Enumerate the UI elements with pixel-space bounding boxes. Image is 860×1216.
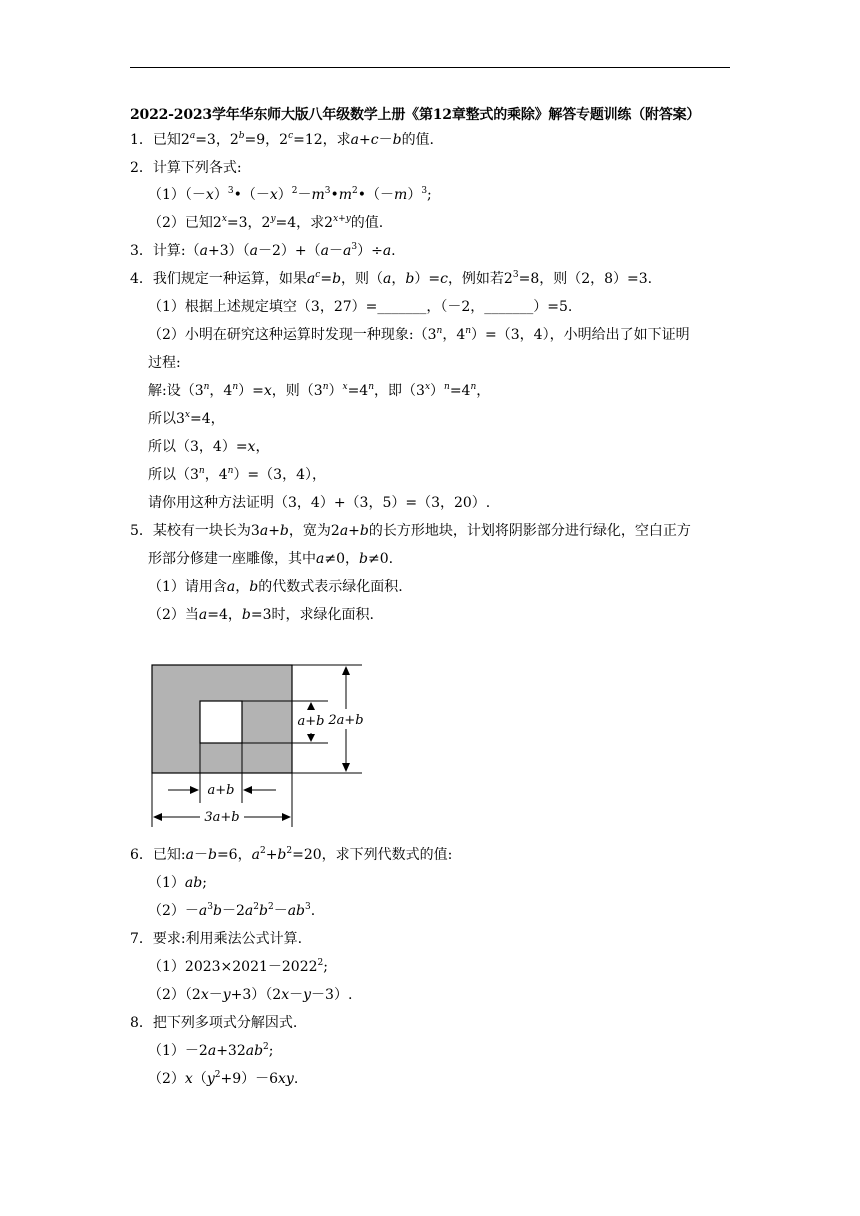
problem-2: 2．计算下列各式:	[130, 160, 242, 176]
problem-4-solution-1: 解:设（3$^n$，$4^n)=x$，则$(3^n)^x=4^n$，即$(3^x)^n=4^n$，	[148, 382, 491, 399]
problem-4: 4．我们规定一种运算，如果$a^c=b$，则（a，b）=c，例如若$2^3=8$，则（2，8）=3.	[130, 270, 653, 287]
page-title: 2022-2023学年华东师大版八年级数学上册《第12章整式的乘除》解答专题训练（附答案）	[130, 107, 701, 123]
arrow-head-right	[282, 813, 291, 821]
problem-4-solution-3: 所以（3，4）=x，	[148, 439, 270, 455]
problem-7: 7．要求:利用乘法公式计算.	[130, 931, 303, 947]
problem-2-part-2: （2）已知$2^x=3$，$2^y=4$，求$2^{x+y}$的值.	[148, 214, 384, 231]
arrow-head-left	[153, 813, 162, 821]
problem-6-part-2: $(2)-a^3b-2a^2b^2-ab^3$.	[148, 902, 316, 919]
problem-4-solution-4: 所以（3$^n$，$4^n)=(3$，4），	[148, 466, 326, 483]
problem-5-cont: 形部分修建一座雕像，其中a≠0，b≠0.	[148, 551, 394, 567]
problem-4-prompt: 请你用这种方法证明（3，4）+（3，5）=（3，20）.	[148, 495, 491, 511]
problem-7-part-1: $(1)2023\times 2021-2022^2$;	[148, 958, 328, 975]
arrow-head-up	[307, 702, 315, 710]
header-rule	[130, 67, 730, 68]
arrow-head-up	[342, 666, 350, 675]
arrow-head-down	[307, 734, 315, 742]
label-height: 2a+b	[328, 713, 364, 728]
problem-4-part-2: （2）小明在研究这种运算时发现一种现象:（3$^n$，$4^n)=(3$，4），小明给出了如下证明	[148, 326, 690, 343]
arrow-head-down	[342, 763, 350, 772]
label-width: 3a+b	[204, 810, 240, 825]
problem-8: 8．把下列多项式分解因式.	[130, 1015, 298, 1031]
problem-1: 1．已知$2^a=3$，$2^b=9$，$2^c=12$，求a+c－b的值.	[130, 131, 435, 148]
problem-5-part-2: （2）当a=4，b=3时，求绿化面积.	[148, 607, 374, 623]
problem-4-cont: 过程:	[148, 355, 181, 371]
label-inner-width: a+b	[207, 783, 235, 798]
label-inner-height: a+b	[297, 714, 325, 729]
problem-8-part-2: $(2)x(y^2+9)-6xy$.	[148, 1070, 299, 1087]
arrow-head-right	[190, 786, 199, 794]
problem-4-solution-2: 所以$3^x=4$，	[148, 410, 225, 427]
arrow-head-left	[243, 786, 252, 794]
land-diagram	[148, 663, 373, 831]
problem-4-part-1: （1）根据上述规定填空（3，27）=_______，（－2，_______）=5.	[148, 299, 573, 315]
problem-2-part-1: $(1)(-x)^3•(-x)^2-m^3•m^2•(-m)^3$;	[148, 186, 432, 203]
statue-square	[200, 701, 242, 743]
problem-5: 5．某校有一块长为3a+b，宽为2a+b的长方形地块，计划将阴影部分进行绿化，空白正方	[130, 523, 691, 539]
problem-5-part-1: （1）请用含a，b的代数式表示绿化面积.	[148, 579, 403, 595]
problem-7-part-2: （2）（2x－y+3）（2x－y－3）.	[148, 987, 353, 1003]
problem-8-part-1: $(1)-2a+32ab^2$;	[148, 1042, 274, 1059]
problem-6-part-1: （1）ab;	[148, 875, 207, 891]
problem-3: 3．计算$:(a+3)(a-2)+(a-a^3)\div a$.	[130, 242, 396, 259]
problem-6: 6．已知:a－b=6，$a^2+b^2=20$，求下列代数式的值:	[130, 846, 453, 863]
